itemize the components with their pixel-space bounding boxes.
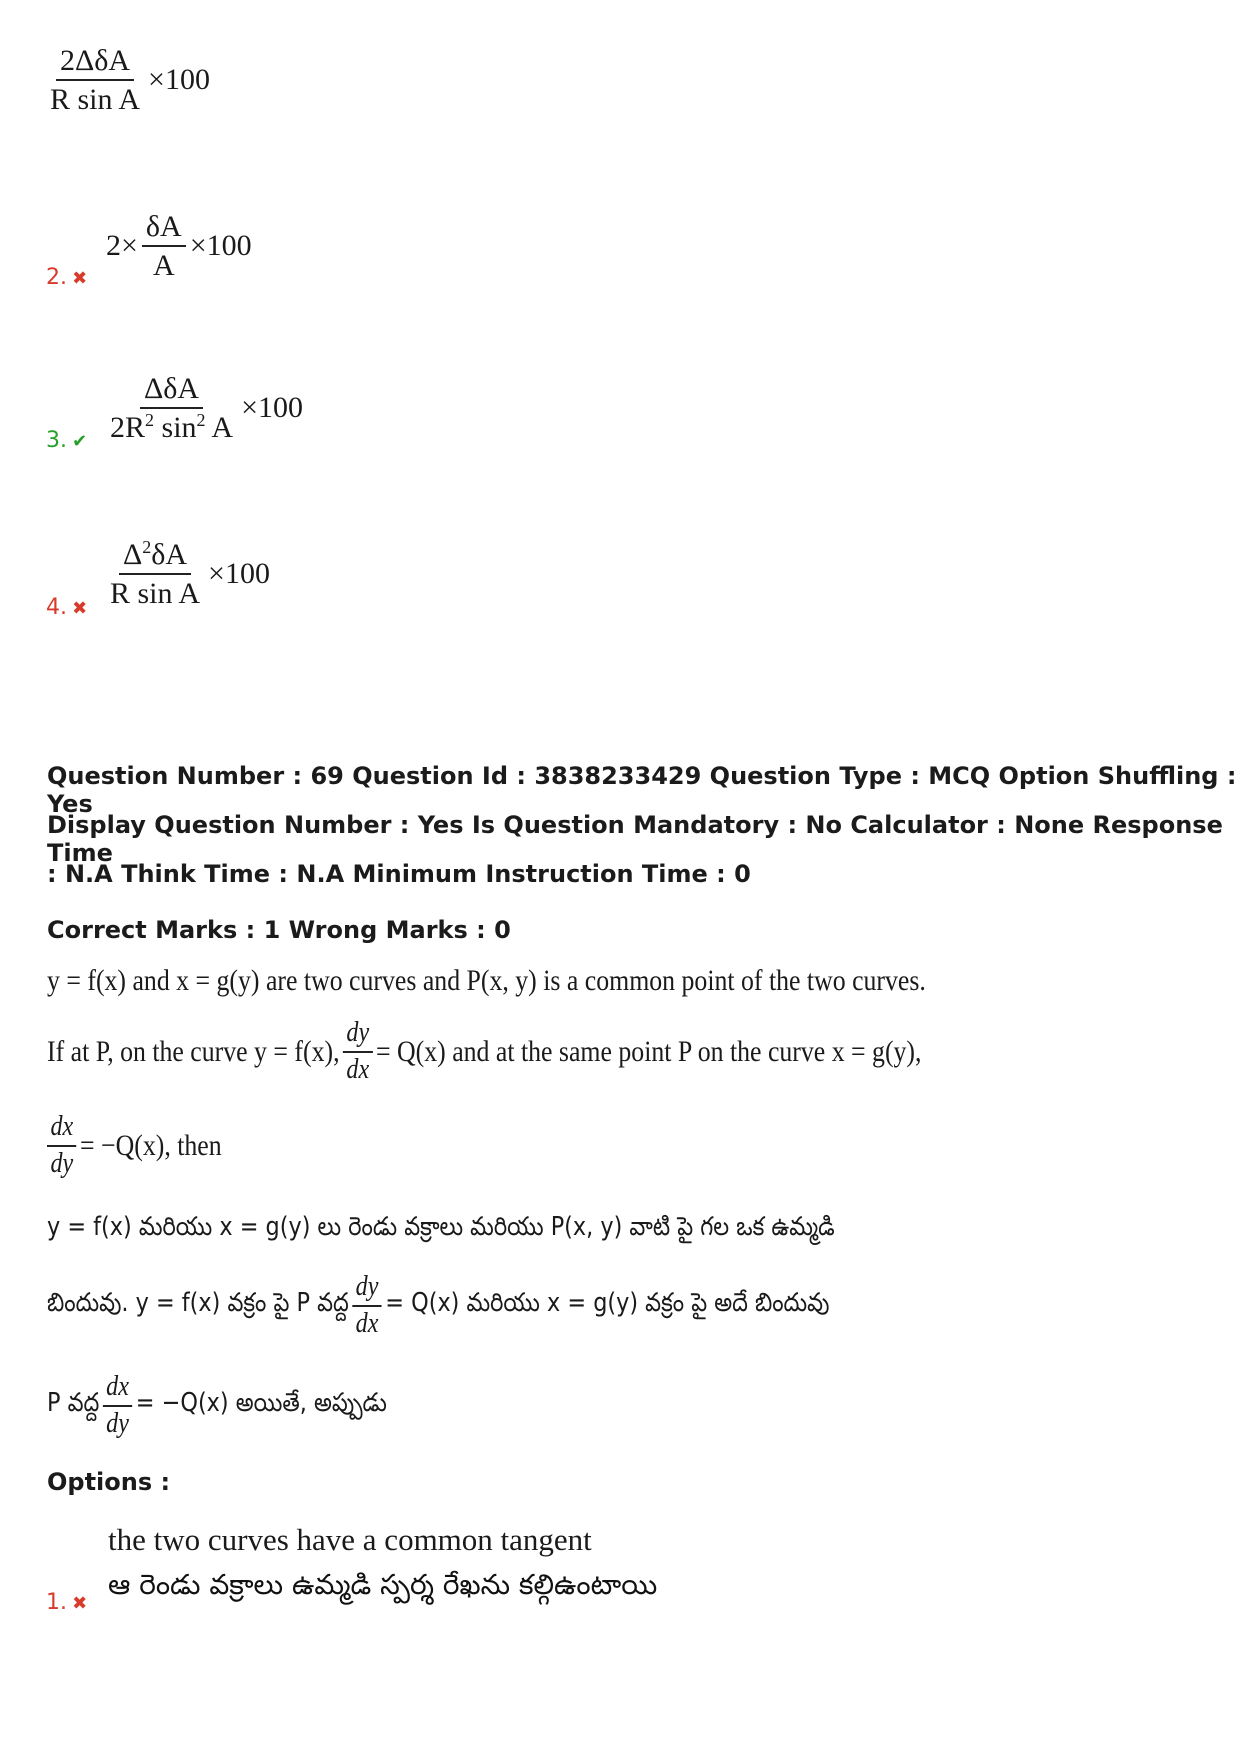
option-number: 4.	[46, 595, 67, 620]
fraction	[103, 1372, 133, 1440]
denominator: R sin A	[110, 577, 201, 610]
fraction	[343, 1018, 373, 1086]
denominator: R sin A	[50, 83, 141, 116]
numerator: δA	[142, 210, 186, 247]
denominator: dy	[50, 1147, 74, 1179]
option-1-en: the two curves have a common tangent	[108, 1522, 592, 1557]
option-2-formula	[106, 210, 252, 282]
option-number: 3.	[46, 428, 67, 453]
numerator-term: Δ	[122, 538, 143, 571]
text-segment: P వద్ద	[47, 1387, 100, 1418]
numerator: dy	[352, 1272, 382, 1307]
denominator: dy	[106, 1407, 129, 1439]
numerator: 2ΔδA	[56, 44, 134, 81]
denominator-term: sin	[161, 411, 197, 444]
denominator	[106, 409, 237, 444]
option-1-marker	[46, 1590, 87, 1615]
question-meta-line-3: : N.A Think Time : N.A Minimum Instruction Time : 0	[47, 860, 751, 888]
fraction	[47, 1112, 77, 1180]
superscript: 2	[142, 537, 152, 557]
marks-line: Correct Marks : 1 Wrong Marks : 0	[47, 916, 511, 944]
option-4-marker	[46, 595, 87, 620]
question-en-line-3	[47, 1112, 222, 1180]
option-1-formula	[46, 44, 210, 116]
cross-icon: ✖	[72, 1593, 88, 1614]
text-segment: = Q(x) మరియు x = g(y) వక్రం పై అదే బిందువు	[385, 1287, 830, 1318]
multiplier-prefix: 2×	[106, 229, 138, 262]
fraction	[46, 44, 144, 116]
multiplier: ×100	[241, 391, 303, 424]
superscript: 2	[196, 410, 206, 430]
question-te-line-2	[47, 1272, 829, 1340]
fraction	[106, 372, 237, 444]
numerator: dy	[343, 1018, 373, 1053]
numerator: dx	[47, 1112, 77, 1147]
option-3-formula	[106, 372, 303, 444]
multiplier: ×100	[148, 63, 210, 96]
check-icon: ✔	[72, 431, 88, 452]
denominator: dx	[346, 1053, 370, 1085]
text-segment: If at P, on the curve y = f(x),	[47, 1034, 340, 1068]
question-en-line-1: y = f(x) and x = g(y) are two curves and P(x, y) is a common point of the two curves.	[47, 964, 926, 997]
multiplier: ×100	[208, 557, 270, 590]
cross-icon: ✖	[72, 598, 88, 619]
denominator: A	[152, 249, 175, 282]
fraction	[106, 538, 204, 610]
question-en-line-2	[47, 1018, 921, 1086]
option-number: 2.	[46, 265, 67, 290]
question-te-line-3	[47, 1372, 387, 1440]
text-segment: = −Q(x) అయితే, అప్పుడు	[135, 1387, 387, 1418]
option-2-marker	[46, 265, 87, 290]
multiplier: ×100	[189, 229, 252, 262]
fraction	[352, 1272, 382, 1340]
option-4-formula	[106, 538, 270, 610]
options-label: Options :	[47, 1468, 171, 1496]
text-segment: = Q(x) and at the same point P on the curve x = g(y),	[376, 1034, 922, 1068]
superscript: 2	[145, 410, 155, 430]
text-segment: బిందువు. y = f(x) వక్రం పై P వద్ద	[47, 1287, 349, 1318]
fraction	[142, 210, 186, 282]
numerator	[119, 538, 191, 575]
numerator-term: δA	[151, 538, 188, 571]
question-meta-line-2: Display Question Number : Yes Is Question Mandatory : No Calculator : None Response Time	[47, 811, 1223, 867]
option-number: 1.	[46, 1590, 67, 1615]
numerator: ΔδA	[140, 372, 203, 409]
numerator: dx	[103, 1372, 133, 1407]
denominator-term: 2R	[110, 411, 146, 444]
denominator: dx	[355, 1307, 379, 1339]
question-meta-line-1: Question Number : 69 Question Id : 3838233429 Question Type : MCQ Option Shuffling : Yes	[47, 762, 1237, 818]
text-segment: = −Q(x), then	[80, 1128, 222, 1162]
cross-icon: ✖	[72, 268, 88, 289]
option-3-marker	[46, 428, 87, 453]
question-te-line-1: y = f(x) మరియు x = g(y) లు రెండు వక్రాలు మరియు P(x, y) వాటి పై గల ఒక ఉమ్మడి	[47, 1212, 835, 1242]
denominator-term: A	[211, 411, 234, 444]
option-1-te: ఆ రెండు వక్రాలు ఉమ్మడి స్పర్శ రేఖను కల్గిఉంటాయి	[108, 1568, 658, 1601]
